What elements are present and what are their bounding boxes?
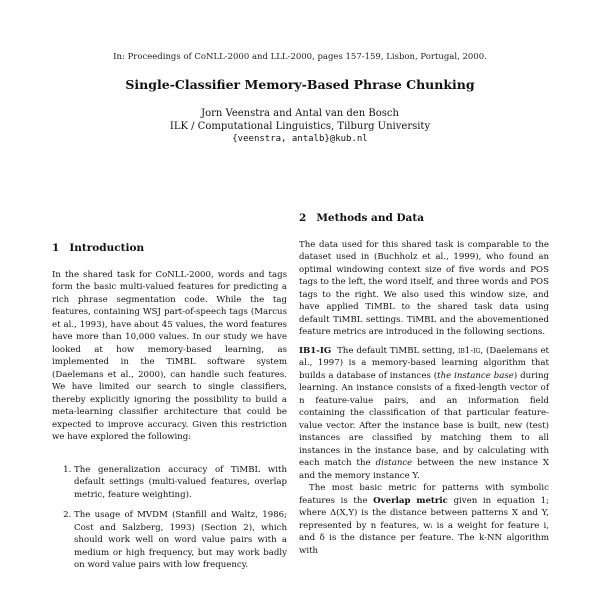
methods-number: 2 <box>299 212 307 224</box>
list-item: 1. The generalization accuracy of TiMBL with default settings (multi-valued features, overlap metric, feature weighting). <box>74 464 287 502</box>
ib1ig-paragraph <box>299 345 549 483</box>
methods-heading <box>299 212 549 225</box>
text-span: between the new instance X and the memory instance Y. <box>299 458 550 481</box>
methods-title: Methods and Data <box>316 212 425 224</box>
left-column <box>52 242 287 580</box>
intro-number: 1 <box>52 242 60 254</box>
affiliation: ILK / Computational Linguistics, Tilburg University <box>169 121 431 132</box>
text-span: The default TiMBL setting, <box>337 345 456 356</box>
author-block <box>0 107 600 146</box>
text-span: The most basic metric for patterns with symbolic features is the <box>299 483 549 506</box>
text-span: ) during learning. An instance consists of a fixed-length vector of n feature-value pairs, and an information field containing the classification of that particular feature-value vector. After the instance base is built, new (test) instances are classified by matching them to all instances in the instance base, and by calculating with each match the <box>299 370 549 468</box>
authors: Jorn Veenstra and Antal van den Bosch <box>201 108 399 119</box>
intro-heading <box>52 242 287 255</box>
bold-term: Overlap metric <box>373 495 448 506</box>
email: {veenstra, antalb}@kub.nl <box>232 134 368 144</box>
paper-title: Single-Classifier Memory-Based Phrase Chunking <box>125 77 475 92</box>
intro-paragraph: In the shared task for CoNLL-2000, words and tags form the basic multi-valued features for predicting a rich phrase segmentation code. While the tag features, containing WSJ part-of-speech tags (Marcus et al., 1993), have about 45 values, the word features have more than 10,000 values. In our study we have looked at how memory-based learning, as implemented in the TiMBL software system (Daelemans et al., 2000), can handle such features. We have limited our search to single classifiers, thereby explicitly ignoring the possibility to build a meta-learning classifier architecture that could be expected to improve accuracy. Given this restriction we have explored the following: <box>52 269 287 442</box>
intro-title: Introduction <box>69 242 145 254</box>
ib1ig-label: IB1-IG <box>299 345 332 356</box>
list-item: 2. The usage of MVDM (Stanfill and Waltz, 1986; Cost and Salzberg, 1993) (Section 2), which should work well on word value pairs with a medium or high frequency, but may work badly on word value pairs with low frequency. <box>74 509 287 572</box>
alg-name: ib1-ig <box>458 345 481 356</box>
overlap-paragraph <box>299 482 549 557</box>
emphasis: the instance base <box>437 370 514 381</box>
venue-line: In: Proceedings of CoNLL-2000 and LLL-2000, pages 157-159, Lisbon, Portugal, 2000. <box>113 52 487 62</box>
right-column <box>299 212 549 557</box>
methods-paragraph: The data used for this shared task is comparable to the dataset used in (Buchholz et al., 1999), who found an optimal windowing context size of five words and POS tags to the left, the word itself, and three words and POS tags to the right. We also used this window size, and have applied TiMBL to the shared task data using default TiMBL settings. TiMBL and the abovementioned feature metrics are introduced in the following sections. <box>299 239 549 337</box>
exploration-list <box>52 464 287 572</box>
text-span: given in equation 1; where Δ(X,Y) is the distance between patterns X and Y, represented by n features, wᵢ is a weight for feature i, and δ is the distance per feature. The k-NN algorithm with <box>299 495 549 556</box>
text-span: , (Daelemans et al., 1997) is a memory-based learning algorithm that builds a database of instances ( <box>299 345 549 381</box>
emphasis: distance <box>375 458 413 468</box>
